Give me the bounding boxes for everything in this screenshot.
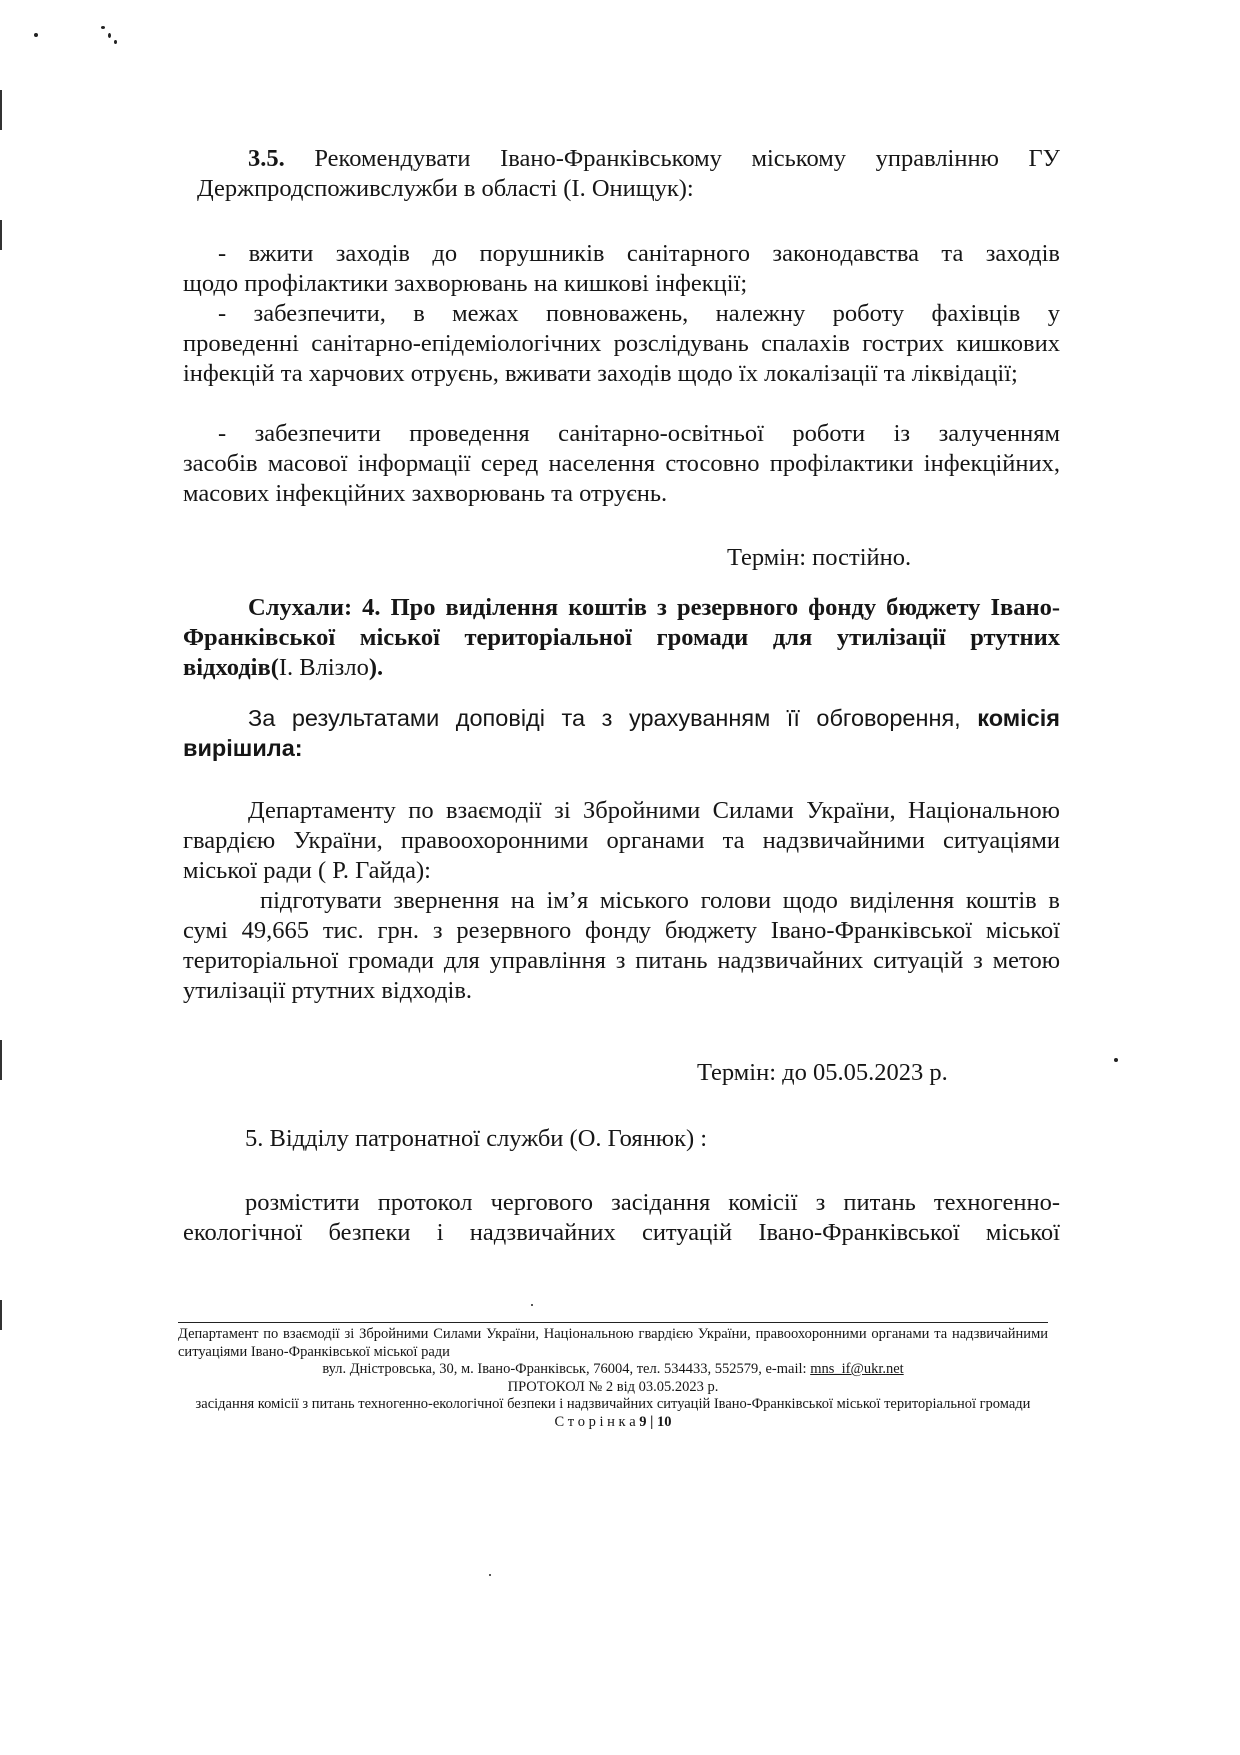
term-deadline: Термін: до 05.05.2023 р. xyxy=(697,1059,948,1086)
section-3-5-line2: Держпродспоживслужби в області (І. Онищук): xyxy=(197,175,694,202)
bullet-2-line1: - забезпечити, в межах повноважень, належну роботу фахівців у xyxy=(218,300,1060,327)
footer xyxy=(178,1326,1048,1431)
results-decided: вирішила: xyxy=(183,735,303,761)
footer-protocol: ПРОТОКОЛ № 2 від 03.05.2023 р. xyxy=(507,1378,719,1395)
scan-speck xyxy=(1114,1058,1118,1062)
section-3-5-line1 xyxy=(248,144,1060,174)
place-line1: розмістити протокол чергового засідання комісії з питань техногенно- xyxy=(245,1189,1060,1216)
page-num: 9 | 10 xyxy=(639,1413,672,1430)
footer-page-number xyxy=(178,1414,1048,1432)
heard-label: Слухали: 4. xyxy=(248,594,381,621)
scan-edge xyxy=(0,1300,2,1330)
scan-speck xyxy=(531,1304,533,1306)
bullet-3-line1: - забезпечити проведення санітарно-освітньої роботи із залученням xyxy=(218,420,1060,447)
bullet-1-rest: щодо профілактики захворювань на кишкові інфекції; xyxy=(183,270,748,297)
scan-edge xyxy=(0,220,2,250)
results-lead: За результатами доповіді та з урахуванням її обговорення, xyxy=(248,705,961,731)
scan-speck xyxy=(108,33,111,38)
item-5: 5. Відділу патронатної служби (О. Гоянюк) : xyxy=(245,1125,708,1152)
section-number: 3.5. xyxy=(248,145,285,172)
footer-address xyxy=(178,1361,1048,1379)
scan-speck xyxy=(34,33,38,37)
scan-speck xyxy=(114,40,117,44)
scan-speck xyxy=(489,1574,491,1576)
bullet-3-rest: засобів масової інформації серед населення стосовно профілактики інфекційних, масових інфекційних захворювань та отруєнь. xyxy=(183,450,1060,507)
footer-rule xyxy=(178,1322,1048,1323)
results-paragraph xyxy=(183,703,1060,763)
section-3-5-text: Рекомендувати Івано-Франківському міському управлінню ГУ xyxy=(314,145,1060,172)
scan-speck xyxy=(101,26,105,29)
heard-item-4 xyxy=(183,593,1060,683)
footer-meeting: засідання комісії з питань техногенно-екологічної безпеки і надзвичайних ситуацій Івано-Франківської міської територіальної громади xyxy=(195,1396,1031,1412)
term-constant: Термін: постійно. xyxy=(727,544,912,571)
page-label: С т о р і н к а xyxy=(554,1413,636,1430)
heard-topic: Про виділення коштів з резервного фонду бюджету Івано-Франківської міської територіальної громади для утилізації ртутних відходів( xyxy=(183,594,1061,681)
footer-department: Департамент по взаємодії зі Збройними Силами України, Національною гвардією України, правоохоронними органами та надзвичайними ситуаціями Івано-Франківської міської ради xyxy=(178,1326,1048,1360)
heard-end: ). xyxy=(368,654,384,681)
footer-address-text: вул. Дністровська, 30, м. Івано-Франківськ, 76004, тел. 534433, 552579, e-mail: xyxy=(322,1361,807,1377)
results-commission: комісія xyxy=(977,705,1060,731)
scan-edge xyxy=(0,90,2,130)
footer-email[interactable]: mns_if@ukr.net xyxy=(810,1361,904,1377)
place-line2: екологічної безпеки і надзвичайних ситуацій Івано-Франківської міської xyxy=(183,1219,1060,1246)
prepare-paragraph: підготувати звернення на ім’я міського голови щодо виділення коштів в сумі 49,665 тис. грн. з резервного фонду бюджету Івано-Франківської міської територіальної громади для управління з питань надзвичайних ситуацій з метою утилізації ртутних відходів. xyxy=(183,887,1060,1004)
bullet-1-line1: - вжити заходів до порушників санітарного законодавства та заходів xyxy=(218,240,1060,267)
bullet-2-rest: проведенні санітарно-епідеміологічних розслідувань спалахів гострих кишкових інфекцій та харчових отруєнь, вживати заходів щодо їх локалізації та ліквідації; xyxy=(183,330,1060,387)
department-paragraph: Департаменту по взаємодії зі Збройними Силами України, Національною гвардією України, правоохоронними органами та надзвичайними ситуаціями міської ради ( Р. Гайда): xyxy=(183,797,1060,884)
scan-edge xyxy=(0,1040,2,1080)
heard-person: І. Влізло xyxy=(278,654,369,681)
